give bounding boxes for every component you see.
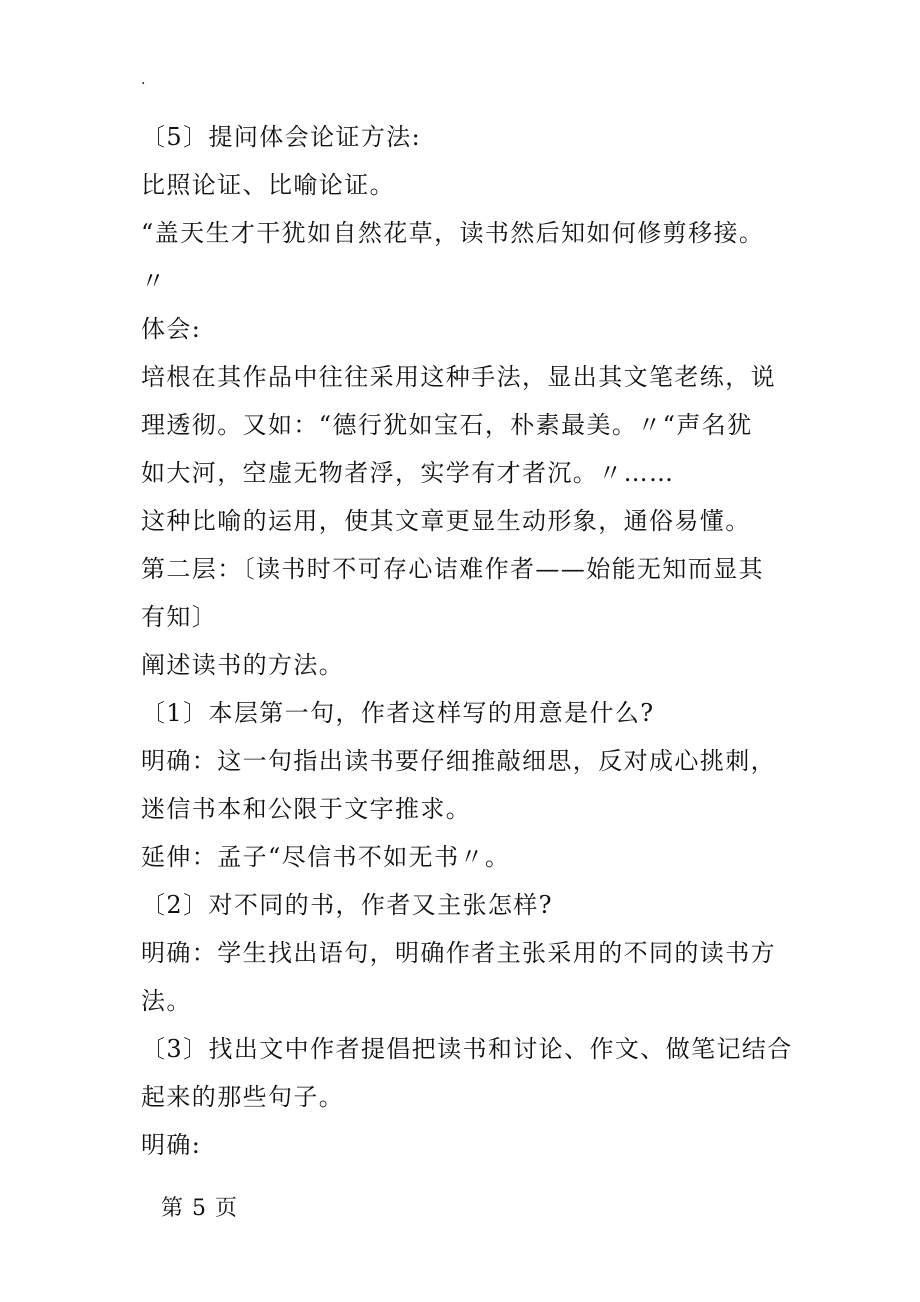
- text-line: “盖天生才干犹如自然花草，读书然后知如何修剪移接。: [141, 219, 765, 247]
- text-line: 有知〕: [141, 603, 218, 631]
- text-line: 如大河，空虚无物者浮，实学有才者沉。〃……: [141, 459, 675, 487]
- text-line: 阐述读书的方法。: [141, 651, 345, 679]
- text-line: 比照论证、比喻论证。: [141, 171, 395, 199]
- text-line: 明确:: [141, 1131, 202, 1159]
- text-line: 〔1〕本层第一句，作者这样写的用意是什么?: [141, 699, 655, 727]
- text-line: 培根在其作品中往往采用这种手法，显出其文笔老练，说: [141, 363, 776, 391]
- text-line: 迷信书本和公限于文字推求。: [141, 795, 472, 823]
- page-number: 第 5 页: [161, 1196, 238, 1221]
- text-line: 这种比喻的运用，使其文章更显生动形象，通俗易懂。: [141, 507, 751, 535]
- text-line: 〔2〕对不同的书，作者又主张怎样?: [141, 891, 553, 919]
- text-line: 第二层：〔读书时不可存心诘难作者——始能无知而显其: [141, 555, 764, 583]
- page-mark: .: [141, 72, 146, 88]
- text-line: 〔3〕找出文中作者提倡把读书和讨论、作文、做笔记结合: [141, 1035, 793, 1063]
- text-line: 明确：学生找出语句，明确作者主张采用的不同的读书方: [141, 939, 776, 967]
- text-line: 〃: [141, 267, 167, 295]
- text-line: 起来的那些句子。: [141, 1083, 345, 1111]
- text-line: 体会:: [141, 315, 202, 343]
- text-line: 明确：这一句指出读书要仔细推敲细思，反对成心挑刺，: [141, 747, 776, 775]
- text-line: 理透彻。又如：“德行犹如宝石，朴素最美。〃“声名犹: [141, 411, 753, 439]
- text-line: 延伸：孟子“尽信书不如无书〃。: [141, 843, 511, 871]
- document-body: [141, 113, 793, 1169]
- text-line: 法。: [141, 987, 192, 1015]
- text-line: 〔5〕提问体会论证方法:: [141, 123, 422, 151]
